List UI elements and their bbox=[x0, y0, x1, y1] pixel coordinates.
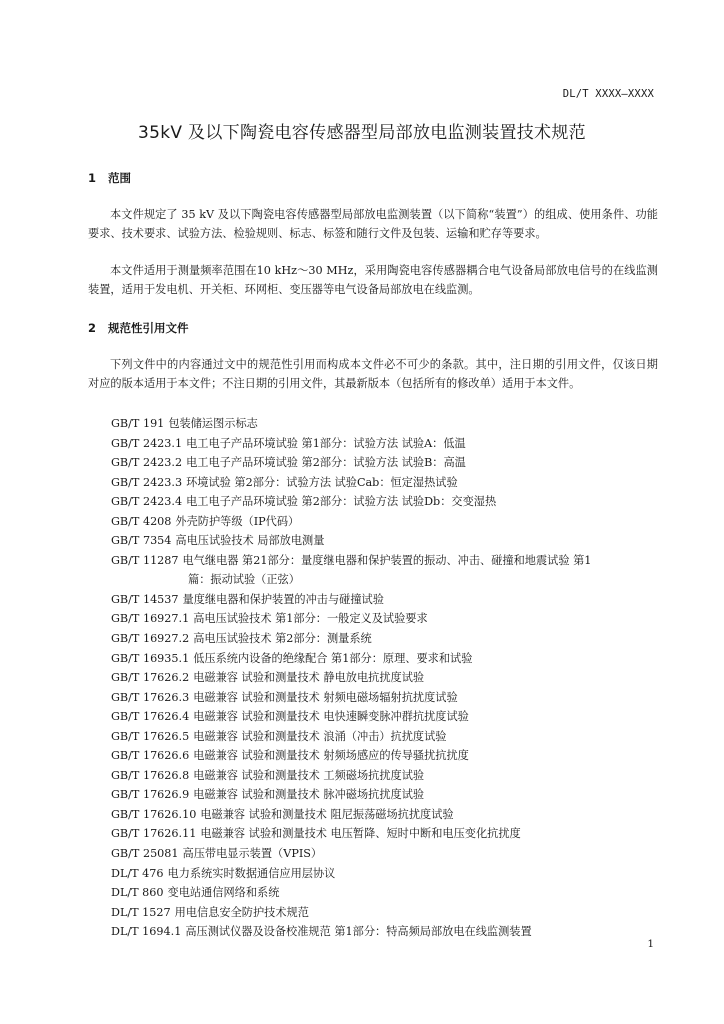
reference-code: GB/T 16927.1 bbox=[111, 612, 190, 626]
reference-code: GB/T 17626.9 bbox=[111, 788, 190, 802]
reference-title: 电工电子产品环境试验 第2部分：试验方法 试验Db：交变湿热 bbox=[186, 495, 497, 509]
reference-item bbox=[111, 668, 671, 688]
reference-item bbox=[111, 746, 671, 766]
reference-code: GB/T 17626.3 bbox=[111, 690, 190, 704]
reference-title: 环境试验 第2部分：试验方法 试验Cab：恒定湿热试验 bbox=[186, 475, 458, 489]
reference-title: 电磁兼容 试验和测量技术 电快速瞬变脉冲群抗扰度试验 bbox=[193, 710, 469, 724]
reference-item bbox=[111, 531, 671, 551]
reference-code: GB/T 4208 bbox=[111, 514, 172, 528]
reference-title: 外壳防护等级（IP代码） bbox=[175, 514, 300, 528]
reference-code: GB/T 14537 bbox=[111, 592, 179, 606]
reference-code: GB/T 17626.6 bbox=[111, 749, 190, 763]
reference-code: GB/T 2423.3 bbox=[111, 475, 183, 489]
reference-title: 高电压试验技术 局部放电测量 bbox=[175, 534, 325, 548]
reference-code: GB/T 2423.1 bbox=[111, 436, 183, 450]
reference-title: 电磁兼容 试验和测量技术 浪涌（冲击）抗扰度试验 bbox=[193, 729, 447, 743]
reference-title: 量度继电器和保护装置的冲击与碰撞试验 bbox=[182, 592, 384, 606]
reference-title: 电磁兼容 试验和测量技术 工频磁场抗扰度试验 bbox=[193, 768, 425, 782]
reference-title: 电工电子产品环境试验 第1部分：试验方法 试验A：低温 bbox=[186, 436, 466, 450]
reference-code: GB/T 2423.2 bbox=[111, 456, 183, 470]
reference-code: DL/T 1694.1 bbox=[111, 925, 182, 939]
reference-title: 电气继电器 第21部分：量度继电器和保护装置的振动、冲击、碰撞和地震试验 第1 bbox=[182, 553, 592, 567]
reference-title-continuation: 篇：振动试验（正弦） bbox=[188, 573, 300, 587]
reference-title: 电磁兼容 试验和测量技术 静电放电抗扰度试验 bbox=[193, 671, 425, 685]
reference-item bbox=[111, 883, 671, 903]
reference-code: GB/T 25081 bbox=[111, 847, 179, 861]
reference-item bbox=[111, 590, 671, 610]
reference-title: 电磁兼容 试验和测量技术 阻尼振荡磁场抗扰度试验 bbox=[200, 807, 454, 821]
reference-item bbox=[111, 629, 671, 649]
document-title: 35kV 及以下陶瓷电容传感器型局部放电监测装置技术规范 bbox=[138, 123, 586, 143]
reference-code: DL/T 476 bbox=[111, 866, 164, 880]
reference-title: 电力系统实时数据通信应用层协议 bbox=[167, 866, 336, 880]
section-number: 2 bbox=[88, 321, 97, 335]
reference-code: GB/T 17626.8 bbox=[111, 768, 190, 782]
reference-code: GB/T 11287 bbox=[111, 553, 179, 567]
section-2-heading bbox=[88, 320, 189, 336]
reference-title: 高压带电显示装置（VPIS） bbox=[182, 847, 323, 861]
reference-title: 电工电子产品环境试验 第2部分：试验方法 试验B：高温 bbox=[186, 456, 466, 470]
section-1-paragraph-1: 本文件规定了 35 kV 及以下陶瓷电容传感器型局部放电监测装置（以下简称“装置”）的组成、使用条件、功能要求、技术要求、试验方法、检验规则、标志、标签和随行文件及包装、运输和贮存等要求。 bbox=[88, 208, 658, 240]
section-title: 范围 bbox=[108, 171, 132, 185]
reference-title: 电磁兼容 试验和测量技术 射频场感应的传导骚扰抗扰度 bbox=[193, 749, 469, 763]
reference-item bbox=[111, 551, 671, 590]
reference-item bbox=[111, 766, 671, 786]
reference-code: GB/T 17626.5 bbox=[111, 729, 190, 743]
reference-title: 包装储运图示标志 bbox=[168, 417, 258, 430]
reference-item bbox=[111, 473, 671, 493]
reference-item bbox=[111, 609, 671, 629]
reference-item bbox=[111, 453, 671, 473]
reference-item bbox=[111, 844, 671, 864]
reference-item bbox=[111, 434, 671, 454]
section-2-paragraph-1: 下列文件中的内容通过文中的规范性引用而构成本文件必不可少的条款。其中，注日期的引用文件，仅该日期对应的版本适用于本文件；不注日期的引用文件，其最新版本（包括所有的修改单）适用于本文件。 bbox=[88, 358, 658, 390]
reference-code: GB/T 16935.1 bbox=[111, 651, 190, 665]
reference-title: 电磁兼容 试验和测量技术 脉冲磁场抗扰度试验 bbox=[193, 788, 425, 802]
section-1-paragraph-2: 本文件适用于测量频率范围在10 kHz～30 MHz，采用陶瓷电容传感器耦合电气设备局部放电信号的在线监测装置，适用于发电机、开关柜、环网柜、变压器等电气设备局部放电在线监测。 bbox=[88, 264, 658, 296]
section-title: 规范性引用文件 bbox=[108, 321, 189, 335]
reference-code: GB/T 191 bbox=[111, 417, 165, 430]
page-number: 1 bbox=[647, 938, 654, 950]
reference-code: GB/T 7354 bbox=[111, 534, 172, 548]
reference-item bbox=[111, 824, 671, 844]
section-number: 1 bbox=[88, 171, 97, 185]
reference-title: 用电信息安全防护技术规范 bbox=[174, 905, 309, 919]
reference-title: 低压系统内设备的绝缘配合 第1部分：原理、要求和试验 bbox=[193, 651, 473, 665]
reference-title: 变电站通信网络和系统 bbox=[167, 886, 280, 900]
reference-title: 电磁兼容 试验和测量技术 射频电磁场辐射抗扰度试验 bbox=[193, 690, 458, 704]
reference-code: DL/T 860 bbox=[111, 886, 164, 900]
reference-title: 高压测试仪器及设备校准规范 第1部分：特高频局部放电在线监测装置 bbox=[185, 925, 532, 939]
reference-item bbox=[111, 707, 671, 727]
reference-item bbox=[111, 727, 671, 747]
reference-item bbox=[111, 864, 671, 884]
reference-item bbox=[111, 688, 671, 708]
reference-code: GB/T 16927.2 bbox=[111, 632, 190, 646]
reference-title: 高电压试验技术 第1部分：一般定义及试验要求 bbox=[193, 612, 428, 626]
reference-item bbox=[111, 922, 671, 942]
reference-item bbox=[111, 414, 671, 434]
section-1-heading bbox=[88, 170, 131, 186]
reference-code: DL/T 1527 bbox=[111, 905, 171, 919]
reference-item bbox=[111, 785, 671, 805]
reference-item bbox=[111, 492, 671, 512]
reference-code: GB/T 17626.11 bbox=[111, 827, 197, 841]
reference-item bbox=[111, 805, 671, 825]
reference-title: 电磁兼容 试验和测量技术 电压暂降、短时中断和电压变化抗扰度 bbox=[200, 827, 521, 841]
reference-code: GB/T 17626.4 bbox=[111, 710, 190, 724]
reference-code: GB/T 17626.2 bbox=[111, 671, 190, 685]
reference-title: 高电压试验技术 第2部分：测量系统 bbox=[193, 632, 372, 646]
reference-code: GB/T 2423.4 bbox=[111, 495, 183, 509]
reference-item bbox=[111, 512, 671, 532]
reference-item bbox=[111, 649, 671, 669]
reference-item bbox=[111, 903, 671, 923]
reference-list bbox=[111, 414, 671, 942]
reference-code: GB/T 17626.10 bbox=[111, 807, 197, 821]
document-code: DL/T XXXX—XXXX bbox=[562, 88, 654, 100]
